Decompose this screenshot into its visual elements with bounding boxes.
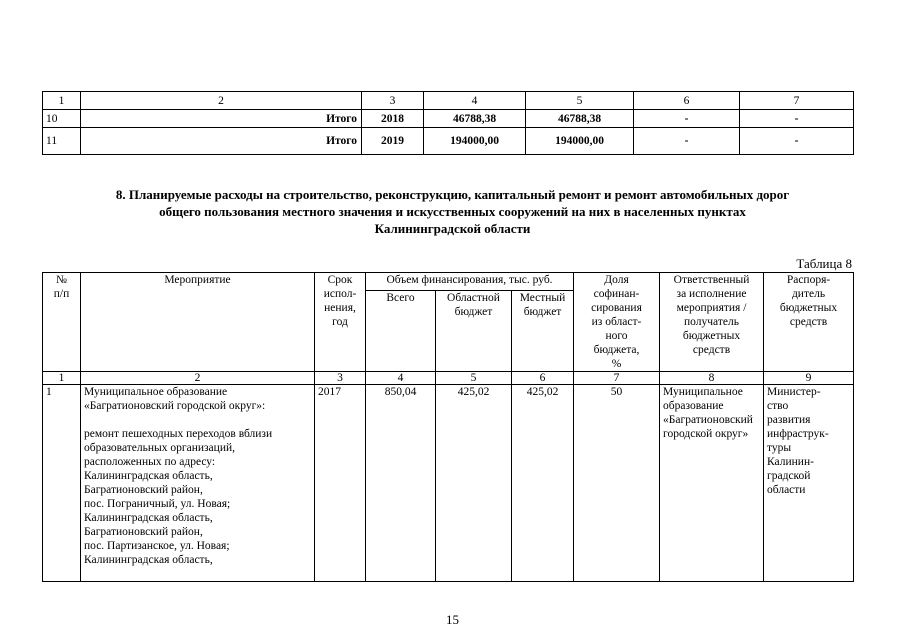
title-line: 8. Планируемые расходы на строительство, реконструкцию, капитальный ремонт и ремонт автомобильных дорог [115, 187, 790, 202]
header-text: нения, [324, 302, 356, 314]
cell-line: городской округ» [663, 428, 749, 440]
year-cell: 2017 [315, 385, 366, 582]
header-text: % [611, 358, 622, 370]
cell-line: Калинин- [767, 456, 814, 468]
header-text: год [332, 316, 348, 328]
header-text: № [56, 274, 67, 286]
table-row [43, 128, 854, 155]
cell-line: Министер- [767, 386, 821, 398]
local-cell: 425,02 [512, 385, 574, 582]
header-text: софинан- [593, 288, 640, 300]
row-number: 1 [43, 385, 81, 582]
regional-cell: 46788,38 [526, 110, 634, 128]
header-share [574, 273, 660, 372]
table-header-row [43, 92, 854, 110]
cell-line: Муниципальное [663, 386, 743, 398]
header-row [43, 273, 854, 291]
event-line: Калининградская область, [84, 554, 213, 566]
header-text: Областной [447, 292, 500, 304]
event-line: Калининградская область, [84, 470, 213, 482]
event-line: Багратионовский район, [84, 526, 203, 538]
header-text: Местный [519, 292, 566, 304]
event-line: пос. Пограничный, ул. Новая; [84, 498, 231, 510]
expenses-table [42, 272, 854, 582]
page-number: 15 [446, 612, 459, 627]
col-header: 3 [362, 92, 424, 110]
header-text: Доля [604, 274, 629, 286]
header-total: Всего [366, 291, 436, 372]
event-line: «Багратионовский городской округ»: [84, 400, 266, 412]
header-text: ного [605, 330, 628, 342]
cell-line: градской [767, 470, 811, 482]
header-text: бюджетных [779, 302, 838, 314]
event-cell [81, 385, 315, 582]
total-cell: 46788,38 [424, 110, 526, 128]
header-event: Мероприятие [81, 273, 315, 372]
event-line: пос. Партизанское, ул. Новая; [84, 540, 230, 552]
total-label: Итого [81, 128, 362, 155]
title-line: общего пользования местного значения и искусственных сооружений на них в населенных пунктах [159, 204, 746, 219]
col-header: 2 [81, 92, 362, 110]
cell-line: «Багратионовский [663, 414, 753, 426]
header-local [512, 291, 574, 372]
year-cell: 2019 [362, 128, 424, 155]
event-line: Калининградская область, [84, 512, 213, 524]
cell-line: области [767, 484, 806, 496]
total-cell: 850,04 [366, 385, 436, 582]
header-text: сирования [591, 302, 642, 314]
event-line: ремонт пешеходных переходов вблизи [84, 428, 273, 440]
row-number: 10 [43, 110, 81, 128]
col-number: 5 [436, 372, 512, 385]
header-text: Распоря- [786, 274, 831, 286]
col-header: 6 [634, 92, 740, 110]
header-funding: Объем финансирования, тыс. руб. [366, 273, 574, 291]
header-text: мероприятия / [676, 302, 747, 314]
column-numbers-row [43, 372, 854, 385]
regional-cell: 194000,00 [526, 128, 634, 155]
total-label: Итого [81, 110, 362, 128]
cell-line: инфраструк- [767, 428, 829, 440]
total-cell: 194000,00 [424, 128, 526, 155]
col-number: 8 [660, 372, 764, 385]
header-text: получатель [684, 316, 739, 328]
cell-line: туры [767, 442, 792, 454]
header-manager [764, 273, 854, 372]
header-responsible [660, 273, 764, 372]
cell-line: ство [767, 400, 789, 412]
event-line: Муниципальное образование [84, 386, 228, 398]
manager-cell [764, 385, 854, 582]
header-text: средств [692, 344, 731, 356]
col-number: 1 [43, 372, 81, 385]
header-text: п/п [53, 288, 70, 300]
header-text: дитель [791, 288, 826, 300]
header-num [43, 273, 81, 372]
event-line: Багратионовский район, [84, 484, 203, 496]
cell-line: развития [767, 414, 811, 426]
event-line: расположенных по адресу: [84, 456, 216, 468]
header-text: бюджет [454, 306, 493, 318]
year-cell: 2018 [362, 110, 424, 128]
header-text: Срок [327, 274, 353, 286]
header-text: Ответственный [673, 274, 750, 286]
col-number: 6 [512, 372, 574, 385]
header-text: за исполнение [676, 288, 747, 300]
row-number: 11 [43, 128, 81, 155]
header-text: бюджета, [593, 344, 640, 356]
cell: - [634, 110, 740, 128]
col-number: 4 [366, 372, 436, 385]
col-number: 7 [574, 372, 660, 385]
cell: - [740, 128, 854, 155]
header-term [315, 273, 366, 372]
col-number: 3 [315, 372, 366, 385]
header-text: средств [789, 316, 828, 328]
table-row [43, 385, 854, 582]
col-number: 2 [81, 372, 315, 385]
share-cell: 50 [574, 385, 660, 582]
header-text: испол- [323, 288, 357, 300]
responsible-cell [660, 385, 764, 582]
col-number: 9 [764, 372, 854, 385]
table-label: Таблица 8 [796, 256, 852, 271]
summary-table [42, 91, 854, 155]
col-header: 1 [43, 92, 81, 110]
table-row [43, 110, 854, 128]
event-line: образовательных организаций, [84, 442, 235, 454]
regional-cell: 425,02 [436, 385, 512, 582]
col-header: 5 [526, 92, 634, 110]
header-text: бюджетных [682, 330, 741, 342]
cell: - [740, 110, 854, 128]
header-text: бюджет [523, 306, 562, 318]
cell: - [634, 128, 740, 155]
section-title [40, 186, 865, 237]
col-header: 7 [740, 92, 854, 110]
header-regional [436, 291, 512, 372]
cell-line: образование [663, 400, 724, 412]
col-header: 4 [424, 92, 526, 110]
header-text: из област- [591, 316, 642, 328]
title-line: Калининградской области [374, 221, 531, 236]
